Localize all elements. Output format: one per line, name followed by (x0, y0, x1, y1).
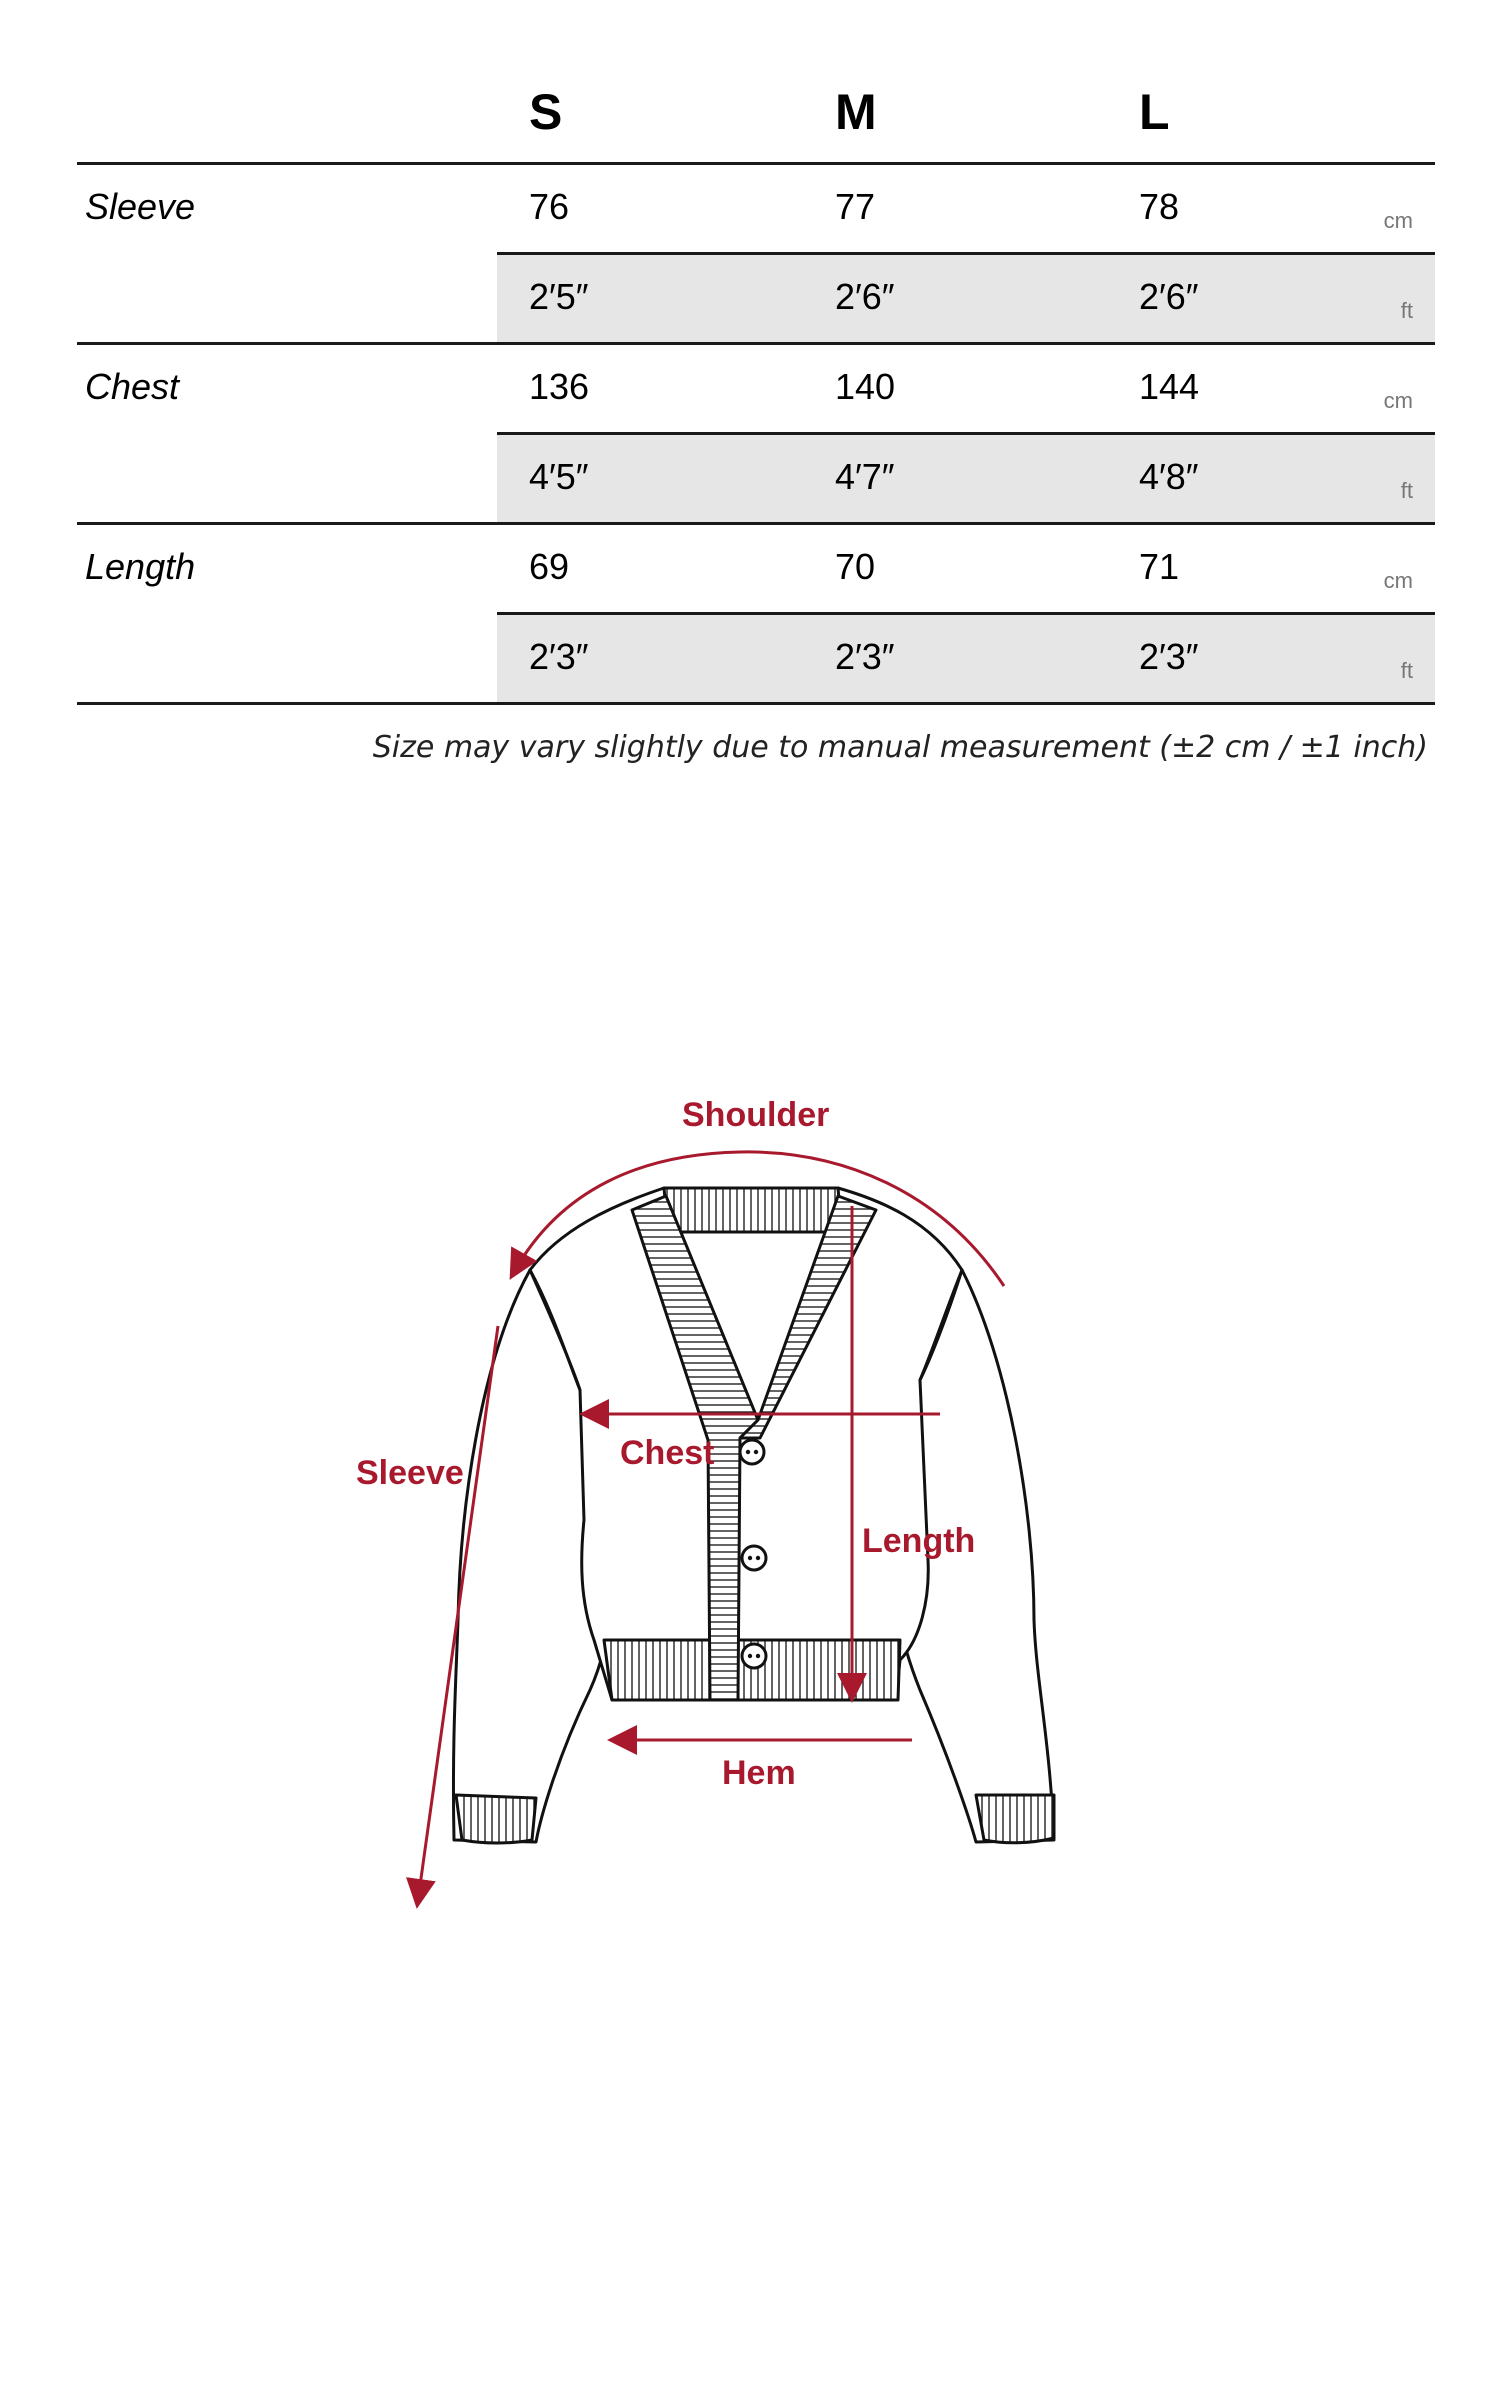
cell-length-l-ft: 2′3″ (1139, 636, 1199, 677)
row-label-chest: Chest (85, 366, 180, 407)
cell-sleeve-l-ft: 2′6″ (1139, 276, 1199, 317)
cell-chest-l-ft: 4′8″ (1139, 456, 1199, 497)
cell-length-m-cm: 70 (835, 546, 876, 587)
cell-sleeve-s-cm: 76 (529, 186, 570, 227)
table-bottom-rule (77, 702, 1435, 705)
unit-label-cm: cm (1383, 208, 1413, 233)
shoulder-label: Shoulder (682, 1096, 830, 1134)
measurement-diagram (0, 1060, 1500, 1940)
cardigan-sweater-illustration (0, 1060, 1500, 1940)
cell-length-m-ft: 2′3″ (835, 636, 895, 677)
table-top-rule (77, 162, 1435, 165)
length-label: Length (862, 1522, 976, 1560)
row-label-sleeve: Sleeve (85, 186, 196, 227)
cell-chest-m-ft: 4′7″ (835, 456, 895, 497)
unit-label-ft: ft (1400, 658, 1413, 683)
unit-label-ft: ft (1400, 298, 1413, 323)
cell-chest-s-cm: 136 (529, 366, 590, 407)
ft-row-background (497, 435, 1435, 523)
hem-label: Hem (722, 1754, 796, 1792)
cell-length-s-cm: 69 (529, 546, 570, 587)
unit-label-cm: cm (1383, 568, 1413, 593)
chest-label: Chest (620, 1434, 715, 1472)
unit-label-ft: ft (1400, 478, 1413, 503)
measurement-note: Size may vary slightly due to manual measurement (±2 cm / ±1 inch) (372, 730, 1428, 765)
cell-sleeve-l-cm: 78 (1139, 186, 1180, 227)
cell-chest-l-cm: 144 (1139, 366, 1200, 407)
row-label-length: Length (85, 546, 196, 587)
size-header-l: L (1139, 84, 1170, 140)
unit-label-cm: cm (1383, 388, 1413, 413)
cell-chest-s-ft: 4′5″ (529, 456, 589, 497)
cell-length-l-cm: 71 (1139, 546, 1180, 587)
cell-length-s-ft: 2′3″ (529, 636, 589, 677)
cell-chest-m-cm: 140 (835, 366, 896, 407)
size-header-m: M (835, 84, 877, 140)
sleeve-label: Sleeve (356, 1454, 464, 1492)
cell-sleeve-m-cm: 77 (835, 186, 876, 227)
cell-sleeve-s-ft: 2′5″ (529, 276, 589, 317)
ft-row-background (497, 615, 1435, 703)
table-section-rule (77, 342, 1435, 345)
size-chart-table (77, 0, 1435, 720)
ft-row-background (497, 255, 1435, 343)
size-header-s: S (529, 84, 563, 140)
table-section-rule (77, 522, 1435, 525)
cell-sleeve-m-ft: 2′6″ (835, 276, 895, 317)
